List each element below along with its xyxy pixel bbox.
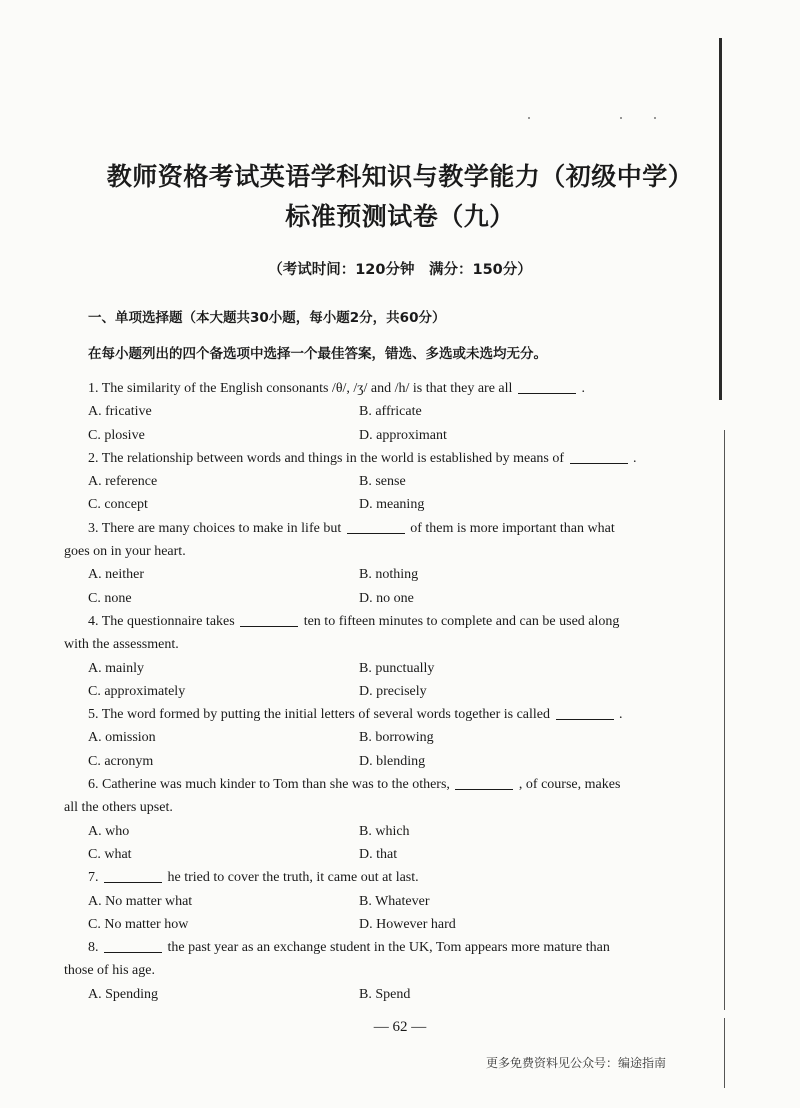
- question-continuation: with the assessment.: [64, 637, 179, 653]
- answer-blank: [104, 868, 162, 883]
- answer-blank: [556, 705, 614, 720]
- answer-option[interactable]: A. reference: [88, 474, 158, 490]
- answer-option[interactable]: B. which: [359, 823, 410, 839]
- answer-option[interactable]: D. However hard: [359, 916, 456, 932]
- answer-option[interactable]: B. borrowing: [359, 730, 434, 746]
- answer-option[interactable]: A. mainly: [88, 660, 144, 676]
- question-stem: [64, 866, 676, 889]
- option-row: [64, 470, 676, 493]
- answer-option[interactable]: C. none: [88, 590, 132, 606]
- option-row: [64, 913, 676, 936]
- answer-option[interactable]: D. no one: [359, 590, 414, 606]
- answer-option[interactable]: A. who: [88, 823, 130, 839]
- question-text: of them is more important than what: [410, 520, 615, 536]
- answer-blank: [518, 379, 576, 394]
- option-row: [64, 726, 676, 749]
- question-text: 2. The relationship between words and things in the world is established by means of: [88, 450, 565, 466]
- option-row: [64, 424, 676, 447]
- answer-option[interactable]: C. approximately: [88, 683, 186, 699]
- option-row: [64, 400, 676, 423]
- scan-speck: [654, 117, 656, 119]
- answer-blank: [240, 612, 298, 627]
- answer-option[interactable]: D. blending: [359, 753, 426, 769]
- question-text: 4. The questionnaire takes: [88, 613, 235, 629]
- option-row: [64, 493, 676, 516]
- option-row: [64, 680, 676, 703]
- answer-option[interactable]: C. what: [88, 846, 132, 862]
- answer-option[interactable]: C. plosive: [88, 427, 145, 443]
- question-stem: [64, 936, 676, 959]
- question-text: he tried to cover the truth, it came out at last.: [167, 870, 419, 886]
- scan-speck: [620, 117, 622, 119]
- answer-option[interactable]: A. fricative: [88, 404, 152, 420]
- question-text: 6. Catherine was much kinder to Tom than she was to the others,: [88, 777, 450, 793]
- exam-subtitle-title: 标准预测试卷（九）: [285, 202, 515, 231]
- answer-option[interactable]: D. approximant: [359, 427, 447, 443]
- question-text: .: [619, 707, 623, 723]
- question-text: 8.: [88, 940, 99, 956]
- question-text: , of course, makes: [518, 777, 621, 793]
- question-text: .: [633, 450, 637, 466]
- answer-blank: [347, 519, 405, 534]
- option-row: [64, 657, 676, 680]
- answer-option[interactable]: C. concept: [88, 497, 148, 513]
- question-text: 3. There are many choices to make in life but: [88, 520, 342, 536]
- section-instruction: 在每小题列出的四个备选项中选择一个最佳答案，错选、多选或未选均无分。: [88, 346, 547, 362]
- option-row: [64, 587, 676, 610]
- question-text: 1. The similarity of the English consonants /θ/, /ʒ/ and /h/ is that they are all: [88, 381, 513, 396]
- answer-option[interactable]: D. that: [359, 846, 398, 862]
- option-row: [64, 820, 676, 843]
- scan-speck: [528, 117, 530, 119]
- answer-option[interactable]: C. No matter how: [88, 916, 189, 932]
- page-number: — 62 —: [373, 1019, 427, 1035]
- answer-option[interactable]: B. Spend: [359, 986, 411, 1002]
- footer-note: 更多免费资料见公众号：编途指南: [486, 1056, 667, 1070]
- answer-option[interactable]: C. acronym: [88, 753, 154, 769]
- question-stem: [64, 377, 676, 400]
- option-row: [64, 750, 676, 773]
- question-continuation: goes on in your heart.: [64, 544, 186, 560]
- question-stem: [64, 773, 676, 796]
- answer-blank: [104, 938, 162, 953]
- exam-time-score: （考试时间：120分钟 满分：150分）: [268, 262, 532, 278]
- question-stem: [64, 517, 676, 540]
- answer-option[interactable]: D. meaning: [359, 497, 425, 513]
- option-row: [64, 890, 676, 913]
- question-stem: [64, 447, 676, 470]
- question-text: ten to fifteen minutes to complete and can be used along: [303, 613, 620, 629]
- answer-option[interactable]: D. precisely: [359, 683, 427, 699]
- question-text: 5. The word formed by putting the initial letters of several words together is called: [88, 707, 551, 723]
- option-row: [64, 843, 676, 866]
- option-row: [64, 983, 676, 1006]
- question-list: [64, 377, 676, 1006]
- answer-option[interactable]: B. Whatever: [359, 893, 430, 909]
- question-text: 7.: [88, 870, 99, 886]
- question-stem: [64, 610, 676, 633]
- answer-option[interactable]: A. No matter what: [88, 893, 193, 909]
- question-continuation: all the others upset.: [64, 800, 173, 816]
- answer-option[interactable]: A. Spending: [88, 986, 158, 1002]
- exam-title: 教师资格考试英语学科知识与教学能力（初级中学）: [106, 162, 694, 191]
- section-heading: 一、单项选择题（本大题共30小题，每小题2分，共60分）: [88, 310, 446, 326]
- answer-option[interactable]: B. sense: [359, 474, 406, 490]
- answer-blank: [455, 775, 513, 790]
- answer-option[interactable]: B. punctually: [359, 660, 435, 676]
- answer-option[interactable]: B. nothing: [359, 567, 419, 583]
- answer-option[interactable]: A. omission: [88, 730, 156, 746]
- question-text: .: [581, 381, 585, 396]
- option-row: [64, 563, 676, 586]
- answer-option[interactable]: A. neither: [88, 567, 144, 583]
- question-continuation: those of his age.: [64, 963, 155, 979]
- question-stem: [64, 703, 676, 726]
- answer-option[interactable]: B. affricate: [359, 404, 422, 420]
- answer-blank: [570, 449, 628, 464]
- question-text: the past year as an exchange student in the UK, Tom appears more mature than: [167, 940, 610, 956]
- binding-edge-mark: [724, 430, 725, 1010]
